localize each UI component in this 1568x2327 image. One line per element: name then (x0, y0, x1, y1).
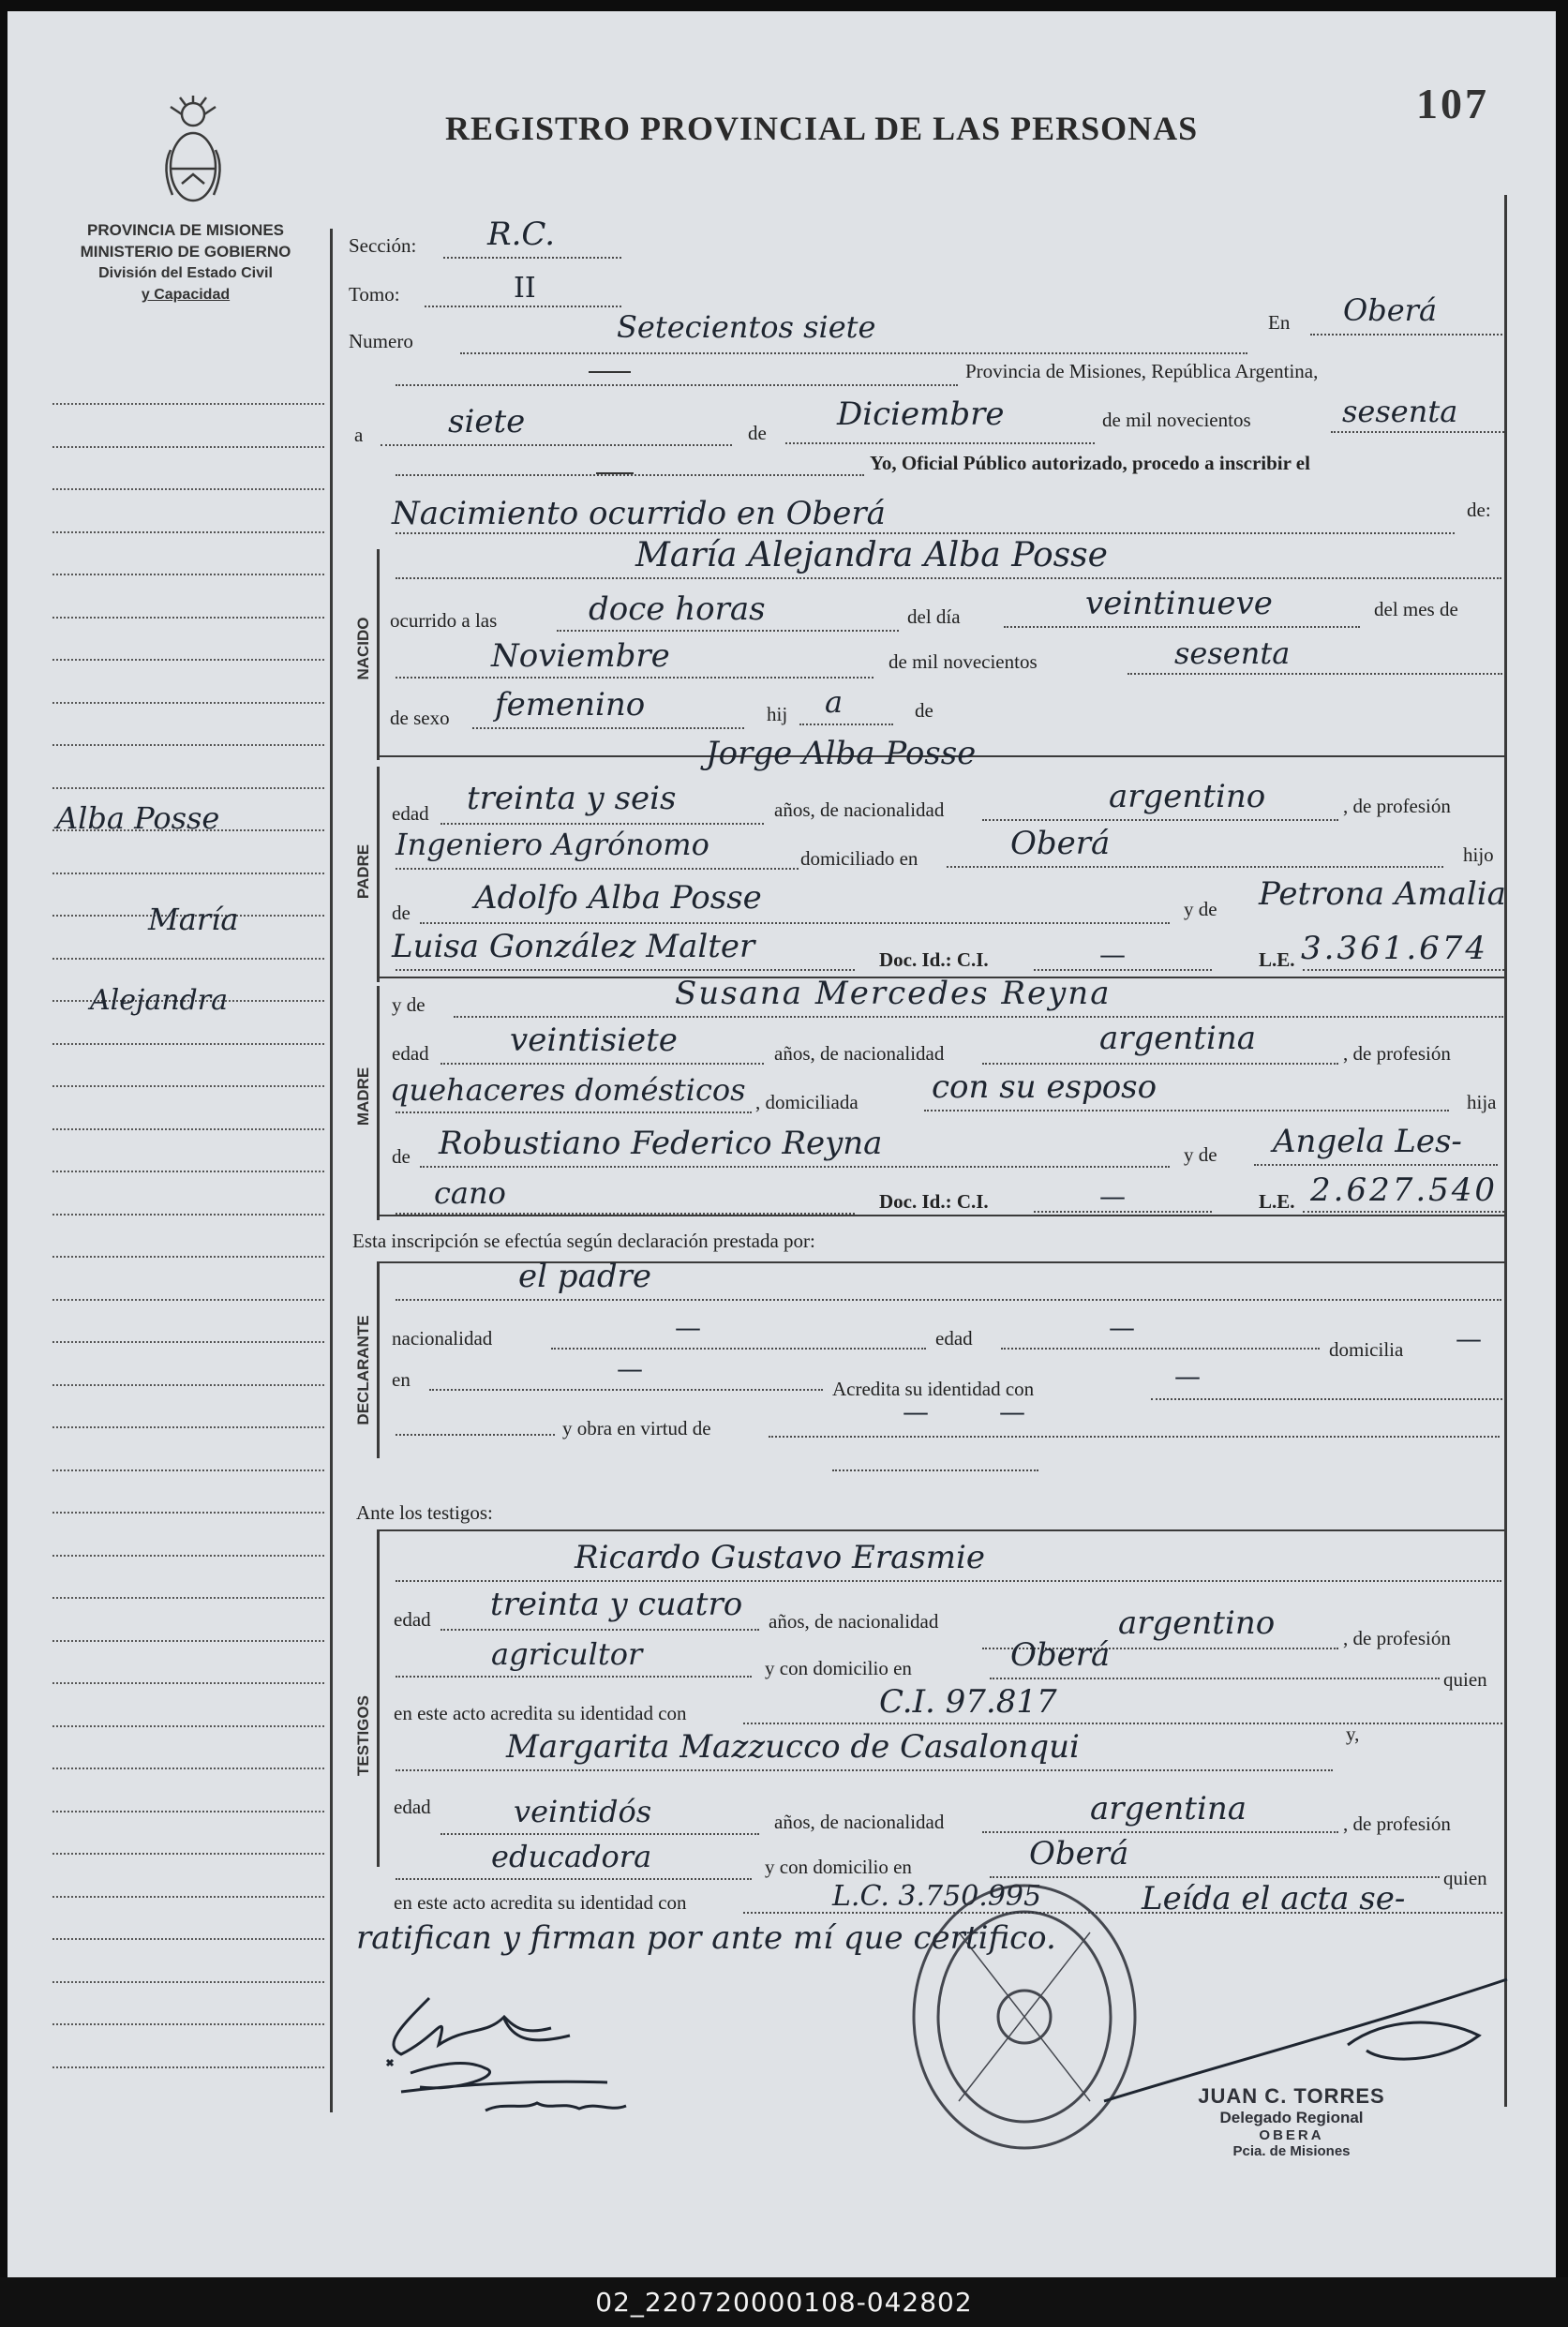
margin-rule (52, 2023, 324, 2025)
value-hecho: Nacimiento ocurrido en Oberá (392, 495, 886, 532)
label-t2-domicilio: y con domicilio en (765, 1856, 912, 1878)
value-decl-dash-3: — (1456, 1323, 1482, 1354)
label-yo-oficial: Yo, Oficial Público autorizado, procedo a inscribir el (870, 452, 1310, 474)
value-padre-padre: Adolfo Alba Posse (474, 879, 762, 917)
margin-rule (52, 1682, 324, 1684)
value-padre-profesion: Ingeniero Agrónomo (396, 827, 709, 862)
value-t1-edad: treinta y cuatro (490, 1586, 743, 1623)
value-nombre-nacido: María Alejandra Alba Posse (635, 536, 1108, 574)
label-t2-quien: quien (1443, 1867, 1487, 1889)
label-y-comma: y, (1346, 1723, 1360, 1745)
margin-rule (52, 787, 324, 789)
value-seccion: R.C. (487, 216, 556, 253)
label-madre-le: L.E. (1259, 1190, 1295, 1213)
footer-caption: 02_220720000108-042802 (595, 2287, 973, 2318)
label-decl-domicilia: domicilia (1329, 1338, 1404, 1361)
label-madre-profesion: , de profesión (1343, 1042, 1451, 1065)
margin-rule (52, 958, 324, 960)
label-de-mil2: de mil novecientos (889, 650, 1038, 673)
value-localidad: Oberá (1343, 292, 1438, 328)
value-t1-domicilio: Oberá (1010, 1636, 1111, 1674)
label-de: de (748, 422, 767, 444)
value-padre-le: 3.361.674 (1301, 930, 1489, 967)
margin-rule (52, 1981, 324, 1983)
label-madre-de: de (392, 1145, 411, 1168)
value-madre-le: 2.627.540 (1310, 1171, 1499, 1209)
label-t2-acredita: en este acto acredita su identidad con (394, 1891, 687, 1914)
label-declarante: DECLARANTE (354, 1315, 372, 1425)
label-domiciliada: , domiciliada (755, 1091, 859, 1113)
label-t1-acredita: en este acto acredita su identidad con (394, 1702, 687, 1724)
margin-rule (52, 446, 324, 448)
stamp-name: JUAN C. TORRES (1198, 2084, 1385, 2108)
label-padre-le: L.E. (1259, 948, 1295, 971)
label-tomo: Tomo: (349, 283, 400, 306)
value-decl-dash-5: — (1174, 1361, 1201, 1392)
margin-name2: Alejandra (90, 984, 228, 1017)
margin-rule (52, 1043, 324, 1045)
label-seccion: Sección: (349, 234, 417, 257)
label-ante-testigos: Ante los testigos: (356, 1501, 493, 1524)
label-madre-edad: edad (392, 1042, 429, 1065)
margin-rule (52, 403, 324, 405)
value-cierre-2: ratifican y firman por ante mí que certifico. (356, 1919, 1056, 1957)
page-number: 107 (1416, 80, 1489, 127)
label-numero: Numero (349, 330, 413, 352)
value-padre-domicilio: Oberá (1010, 825, 1111, 862)
label-provincia: Provincia de Misiones, República Argentina, (965, 360, 1319, 382)
label-t1-edad: edad (394, 1608, 431, 1631)
value-padre-madre-1: Petrona Amalia (1259, 875, 1506, 913)
label-madre: MADRE (354, 1067, 372, 1126)
margin-rule (52, 1853, 324, 1855)
value-t2-edad: veintidós (514, 1794, 652, 1829)
label-padre-edad: edad (392, 802, 429, 825)
value-decl-dash-2: — (1109, 1312, 1135, 1343)
margin-rule (52, 1725, 324, 1727)
margin-rule (52, 659, 324, 661)
value-madre-madre-2: cano (434, 1175, 506, 1211)
label-padre: PADRE (354, 843, 372, 900)
label-decl-edad: edad (935, 1327, 973, 1350)
value-padre-madre-2: Luisa González Malter (392, 928, 755, 965)
label-hij: hij (767, 703, 788, 725)
stamp-title: Delegado Regional (1219, 2109, 1364, 2126)
stamp-province: Pcia. de Misiones (1232, 2143, 1351, 2159)
value-hij-suffix: a (825, 684, 844, 720)
value-padre-edad: treinta y seis (467, 780, 677, 817)
office-province: PROVINCIA DE MISIONES (86, 221, 284, 239)
value-madre-nacionalidad: argentina (1099, 1020, 1257, 1057)
margin-rule (52, 488, 324, 490)
margin-rule (52, 617, 324, 619)
label-decl-acredita: Acredita su identidad con (832, 1378, 1035, 1400)
value-dia-nac: veintinueve (1085, 585, 1273, 622)
label-nacido: NACIDO (354, 617, 372, 680)
office-capacity: y Capacidad (141, 287, 231, 303)
label-testigos: TESTIGOS (354, 1695, 372, 1776)
label-padre-de: de (392, 902, 411, 924)
margin-rule (52, 1768, 324, 1769)
margin-rule (52, 1299, 324, 1301)
office-division: División del Estado Civil (98, 265, 273, 281)
value-decl-dash-1: — (675, 1312, 701, 1343)
label-t2-profesion: , de profesión (1343, 1812, 1451, 1835)
value-anio-nac: sesenta (1174, 635, 1291, 671)
value-madre-edad: veintisiete (510, 1022, 678, 1059)
margin-rule (52, 531, 324, 533)
value-madre-domicilio: con su esposo (932, 1068, 1157, 1106)
label-t2-nac: años, de nacionalidad (774, 1811, 945, 1833)
label-del-dia: del día (907, 605, 961, 628)
label-de-nac: de (915, 699, 933, 722)
margin-rule (52, 1214, 324, 1216)
label-t1-profesion: , de profesión (1343, 1627, 1451, 1649)
margin-rule (52, 1128, 324, 1130)
value-t1-doc: C.I. 97.817 (879, 1683, 1057, 1721)
witness-signatures (364, 1970, 739, 2129)
label-inscripcion: Esta inscripción se efectúa según declaración prestada por: (352, 1230, 815, 1252)
label-domiciliado: domiciliado en (800, 847, 918, 870)
label-t1-domicilio: y con domicilio en (765, 1657, 912, 1679)
label-padre-y-de: y de (1184, 898, 1217, 920)
value-t2-doc: L.C. 3.750.995 (832, 1880, 1042, 1913)
value-declarante: el padre (518, 1258, 651, 1295)
value-t1-nacionalidad: argentino (1118, 1604, 1276, 1642)
value-sexo: femenino (495, 686, 646, 723)
value-anio: sesenta (1342, 394, 1458, 429)
label-de-colon: de: (1467, 499, 1491, 521)
label-madre-doc: Doc. Id.: C.I. (879, 1190, 989, 1213)
value-padre-nombre: Jorge Alba Posse (706, 735, 977, 772)
margin-rule (52, 1085, 324, 1087)
value-madre-ci: — (1099, 1181, 1126, 1212)
margin-rule (52, 1555, 324, 1557)
label-hija: hija (1467, 1091, 1497, 1113)
value-padre-nacionalidad: argentino (1109, 778, 1266, 815)
label-madre-y-de: y de (392, 993, 426, 1016)
label-decl-nacionalidad: nacionalidad (392, 1327, 493, 1350)
margin-rule (52, 2066, 324, 2068)
value-mes-nac: Noviembre (491, 637, 670, 675)
label-decl-en: en (392, 1368, 411, 1391)
margin-rule (52, 1426, 324, 1428)
margin-rule (52, 1341, 324, 1343)
value-madre-madre-1: Angela Les- (1273, 1123, 1462, 1160)
certificate-page (7, 11, 1556, 2277)
margin-rule (52, 1597, 324, 1599)
stamp-place: OBERA (1259, 2127, 1324, 2143)
margin-rule (52, 744, 324, 746)
value-madre-nombre: Susana Mercedes Reyna (675, 975, 1112, 1012)
label-padre-nac: años, de nacionalidad (774, 798, 945, 821)
margin-rule (52, 1469, 324, 1471)
value-numero: Setecientos siete (617, 309, 876, 345)
value-decl-dash-4: — (617, 1353, 643, 1384)
margin-rule (52, 1384, 324, 1386)
label-hijo: hijo (1463, 843, 1494, 866)
value-padre-ci: — (1099, 939, 1126, 970)
margin-rule (52, 1896, 324, 1898)
margin-rule (52, 1512, 324, 1514)
value-t2-nacionalidad: argentina (1090, 1790, 1247, 1827)
margin-rule (52, 1256, 324, 1258)
margin-surname: Alba Posse (56, 800, 220, 836)
label-madre-nac: años, de nacionalidad (774, 1042, 945, 1065)
value-decl-dash-7: — (999, 1396, 1025, 1427)
label-del-mes: del mes de (1374, 598, 1458, 620)
value-decl-dash-6: — (903, 1396, 929, 1427)
label-t1-quien: quien (1443, 1668, 1487, 1691)
office-ministry: MINISTERIO DE GOBIERNO (80, 243, 291, 261)
margin-rule (52, 1811, 324, 1812)
label-ocurrido: ocurrido a las (390, 609, 498, 632)
label-padre-profesion: , de profesión (1343, 795, 1451, 817)
value-t2-profesion: educadora (491, 1839, 652, 1874)
label-padre-doc: Doc. Id.: C.I. (879, 948, 989, 971)
label-en: En (1268, 311, 1291, 334)
label-t1-nac: años, de nacionalidad (769, 1610, 939, 1633)
value-cierre-1: Leída el acta se- (1142, 1880, 1406, 1917)
margin-rule (52, 873, 324, 874)
value-mes: Diciembre (837, 395, 1005, 433)
value-t2-nombre: Margarita Mazzucco de Casalonqui (506, 1728, 1080, 1766)
value-madre-profesion: quehaceres domésticos (390, 1072, 746, 1108)
margin-rule (52, 702, 324, 704)
value-t1-profesion: agricultor (491, 1636, 643, 1672)
margin-rule (52, 1171, 324, 1172)
officer-signature (1085, 1961, 1526, 2148)
label-madre-y-de2: y de (1184, 1143, 1217, 1166)
value-t2-domicilio: Oberá (1029, 1835, 1129, 1872)
value-hora: doce horas (589, 590, 766, 628)
document-title: REGISTRO PROVINCIAL DE LAS PERSONAS (445, 110, 1199, 147)
label-de-mil: de mil novecientos (1102, 409, 1251, 431)
value-t1-nombre: Ricardo Gustavo Erasmie (575, 1539, 986, 1576)
label-decl-obra: y obra en virtud de (562, 1417, 711, 1439)
margin-name1: María (148, 902, 239, 937)
label-a: a (354, 424, 364, 446)
label-sexo: de sexo (390, 707, 450, 729)
label-t2-edad: edad (394, 1796, 431, 1818)
value-madre-padre: Robustiano Federico Reyna (439, 1125, 883, 1162)
margin-rule (52, 574, 324, 575)
value-dia: siete (448, 403, 526, 440)
coat-of-arms-icon (157, 94, 229, 216)
margin-rule (52, 1938, 324, 1940)
margin-rule (52, 1640, 324, 1642)
value-tomo: II (514, 272, 536, 305)
